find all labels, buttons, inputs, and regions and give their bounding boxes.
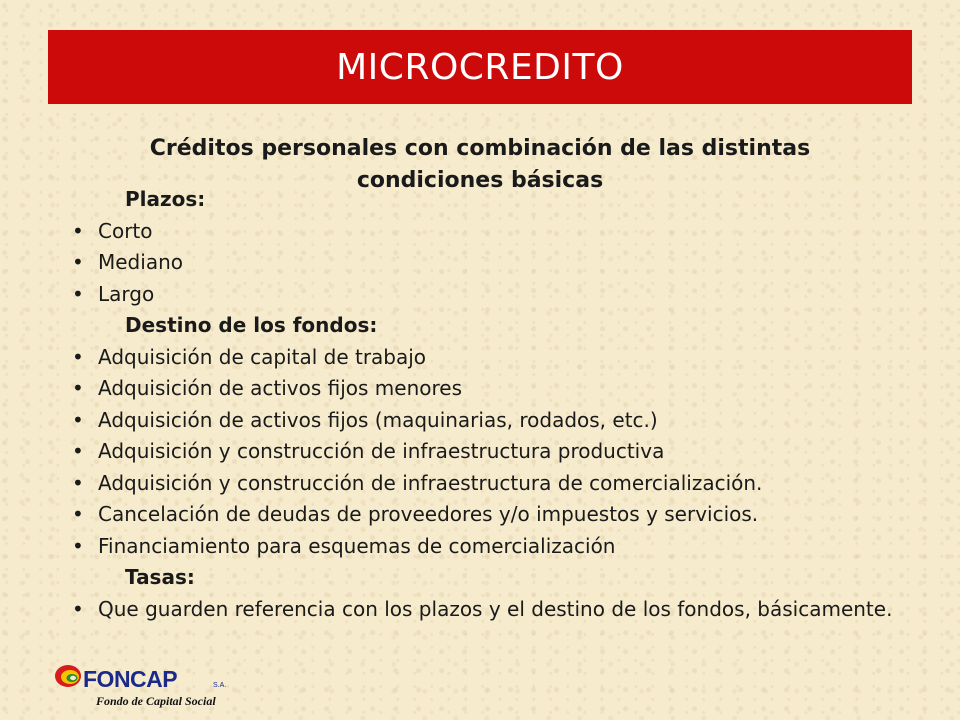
list-item: • Adquisición de activos fijos (maquinarias, rodados, etc.) [72, 405, 932, 437]
section-heading-tasas: Tasas: [125, 565, 195, 589]
list-tasas [72, 594, 932, 626]
list-plazos [72, 216, 932, 311]
content-area [72, 184, 932, 625]
foncap-logo [54, 660, 244, 712]
list-item: • Adquisición de activos fijos menores [72, 373, 932, 405]
list-item: • Adquisición y construcción de infraestructura productiva [72, 436, 932, 468]
logo-suffix: S.A. [213, 682, 227, 689]
foncap-emblem-icon [55, 665, 81, 687]
section-heading-destino: Destino de los fondos: [125, 313, 378, 337]
section-heading-plazos: Plazos: [125, 187, 206, 211]
list-item: • Que guarden referencia con los plazos y el destino de los fondos, básicamente. [72, 594, 932, 626]
title-bar [48, 30, 912, 104]
list-item: • Adquisición de capital de trabajo [72, 342, 932, 374]
list-item: • Cancelación de deudas de proveedores y/o impuestos y servicios. [72, 499, 932, 531]
logo-wordmark: FONCAP [83, 666, 178, 692]
slide-subtitle: Créditos personales con combinación de las distintas condiciones básicas [149, 136, 811, 193]
list-destino [72, 342, 932, 563]
list-item: • Adquisición y construcción de infraestructura de comercialización. [72, 468, 932, 500]
slide-title: MICROCREDITO [336, 46, 624, 88]
list-item: • Corto [72, 216, 932, 248]
list-item: • Financiamiento para esquemas de comercialización [72, 531, 932, 563]
list-item: • Largo [72, 279, 932, 311]
list-item: • Mediano [72, 247, 932, 279]
logo-tagline: Fondo de Capital Social [96, 694, 216, 708]
